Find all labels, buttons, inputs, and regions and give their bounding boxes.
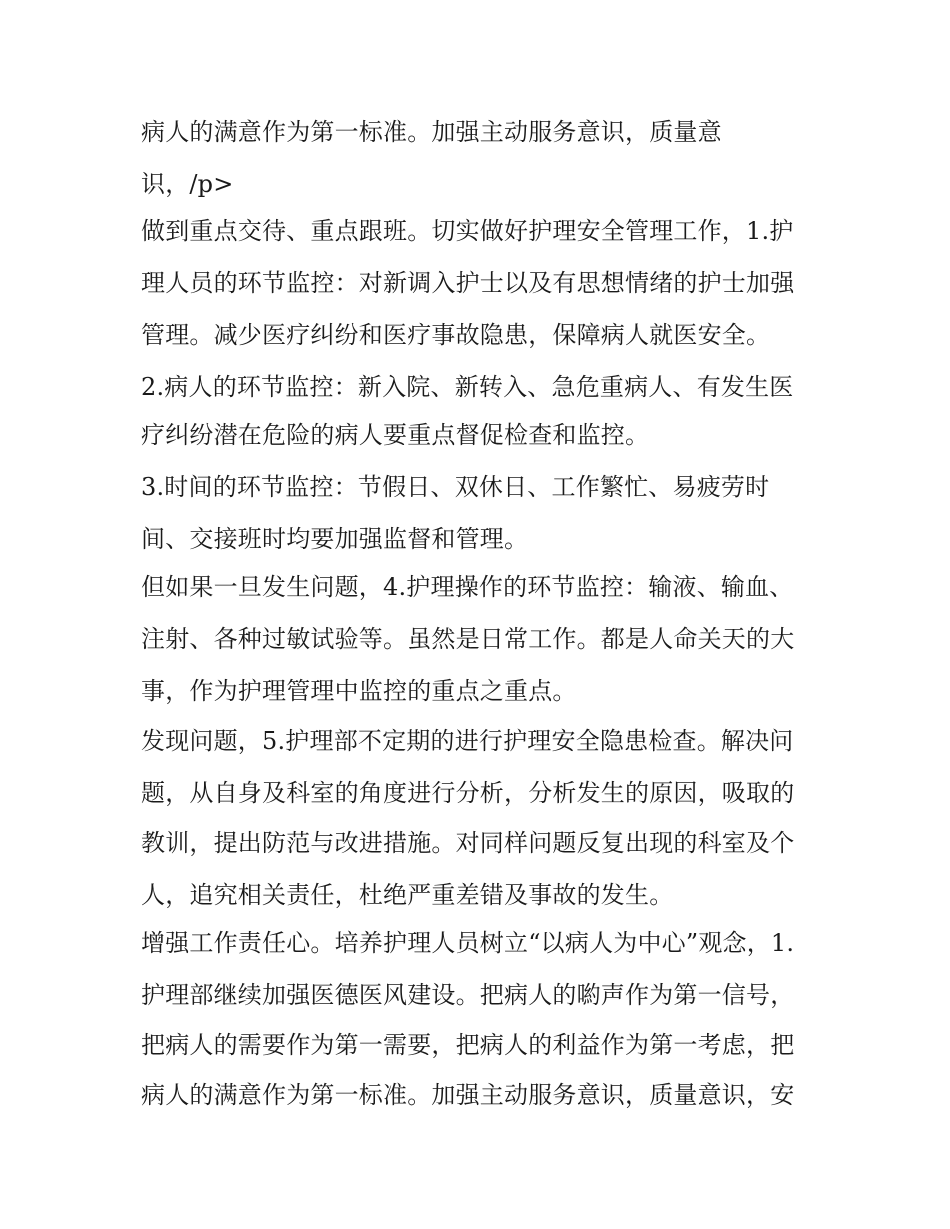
text-line: 事，作为护理管理中监控的重点之重点。 [141,677,577,705]
text-line: 发现问题，5.护理部不定期的进行护理安全隐患检查。解决问 [141,727,794,755]
text-line: 教训，提出防范与改进措施。对同样问题反复出现的科室及个 [141,829,795,857]
text-line: 但如果一旦发生问题，4.护理操作的环节监控：输液、输血、 [141,573,794,601]
text-line: 注射、各种过敏试验等。虽然是日常工作。都是人命关天的大 [141,625,795,653]
text-line: 管理。减少医疗纠纷和医疗事故隐患，保障病人就医安全。 [141,321,771,349]
text-line: 病人的满意作为第一标准。加强主动服务意识，质量意 [141,118,722,146]
text-line: 做到重点交待、重点跟班。切实做好护理安全管理工作，1.护 [141,217,794,245]
text-line: 3.时间的环节监控：节假日、双休日、工作繁忙、易疲劳时 [141,473,770,501]
text-line: 识，/p> [141,170,234,198]
text-line: 把病人的需要作为第一需要，把病人的利益作为第一考虑，把 [141,1031,795,1059]
text-line: 题，从自身及科室的角度进行分析，分析发生的原因，吸取的 [141,779,795,807]
text-line: 2.病人的环节监控：新入院、新转入、急危重病人、有发生医 [141,373,794,401]
text-line: 护理部继续加强医德医风建设。把病人的喲声作为第一信号， [141,981,795,1009]
text-line: 人，追究相关责任，杜绝严重差错及事故的发生。 [141,881,674,909]
text-line: 疗纠纷潜在危险的病人要重点督促检查和监控。 [141,421,650,449]
text-line: 间、交接班时均要加强监督和管理。 [141,525,529,553]
text-line: 增强工作责任心。培养护理人员树立“以病人为中心”观念，1. [141,929,795,957]
text-line: 病人的满意作为第一标准。加强主动服务意识，质量意识，安 [141,1081,795,1109]
text-line: 理人员的环节监控：对新调入护士以及有思想情绪的护士加强 [141,269,795,297]
